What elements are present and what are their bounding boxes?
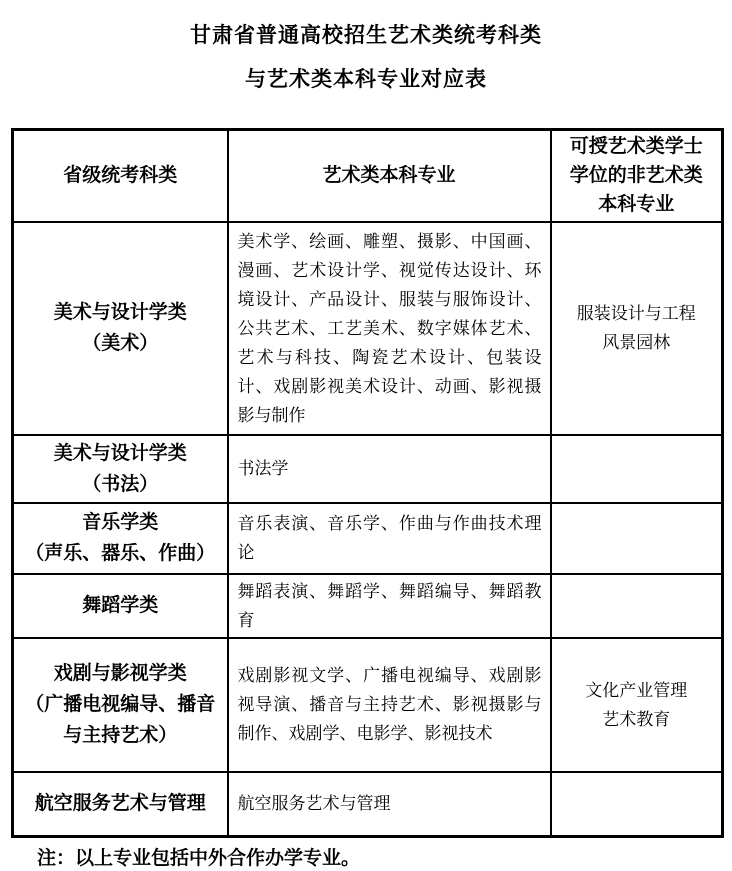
majors-cell: 音乐表演、音乐学、作曲与作曲技术理论 <box>228 503 551 574</box>
header-non-art-majors-with-art-degree: 可授艺术类学士 学位的非艺术类 本科专业 <box>551 130 723 222</box>
table-row-aviation-service <box>13 772 723 837</box>
majors-cell: 美术学、绘画、雕塑、摄影、中国画、漫画、艺术设计学、视觉传达设计、环境设计、产品设计、服装与服饰设计、公共艺术、工艺美术、数字媒体艺术、艺术与科技、陶瓷艺术设计、包装设计、戏剧影视美术设计、动画、影视摄影与制作 <box>228 222 551 435</box>
category-cell: 美术与设计学类 （书法） <box>13 435 228 503</box>
header-provincial-exam-category: 省级统考科类 <box>13 130 228 222</box>
page-title-line-1: 甘肃省普通高校招生艺术类统考科类 <box>190 23 542 47</box>
table-header-row <box>13 130 723 222</box>
majors-cell: 戏剧影视文学、广播电视编导、戏剧影视导演、播音与主持艺术、影视摄影与制作、戏剧学、电影学、影视技术 <box>228 638 551 772</box>
category-cell: 航空服务艺术与管理 <box>13 772 228 837</box>
category-cell: 音乐学类 （声乐、器乐、作曲） <box>13 503 228 574</box>
table-row-drama-film <box>13 638 723 772</box>
majors-cell: 航空服务艺术与管理 <box>228 772 551 837</box>
non-art-majors-cell: 文化产业管理 艺术教育 <box>551 638 723 772</box>
non-art-majors-cell <box>551 435 723 503</box>
category-cell: 舞蹈学类 <box>13 574 228 638</box>
majors-cell: 舞蹈表演、舞蹈学、舞蹈编导、舞蹈教育 <box>228 574 551 638</box>
table-row-calligraphy <box>13 435 723 503</box>
non-art-majors-cell <box>551 574 723 638</box>
footnote: 注：以上专业包括中外合作办学专业。 <box>37 848 361 869</box>
non-art-majors-cell <box>551 772 723 837</box>
table-row-fine-arts-design <box>13 222 723 435</box>
category-cell: 美术与设计学类 （美术） <box>13 222 228 435</box>
table-row-dance <box>13 574 723 638</box>
page-title <box>0 13 732 101</box>
header-art-undergraduate-majors: 艺术类本科专业 <box>228 130 551 222</box>
exam-category-major-table <box>11 128 724 838</box>
non-art-majors-cell <box>551 503 723 574</box>
non-art-majors-cell: 服装设计与工程 风景园林 <box>551 222 723 435</box>
page-title-line-2: 与艺术类本科专业对应表 <box>245 67 487 91</box>
table-row-music <box>13 503 723 574</box>
majors-cell: 书法学 <box>228 435 551 503</box>
category-cell: 戏剧与影视学类 （广播电视编导、播音 与主持艺术） <box>13 638 228 772</box>
